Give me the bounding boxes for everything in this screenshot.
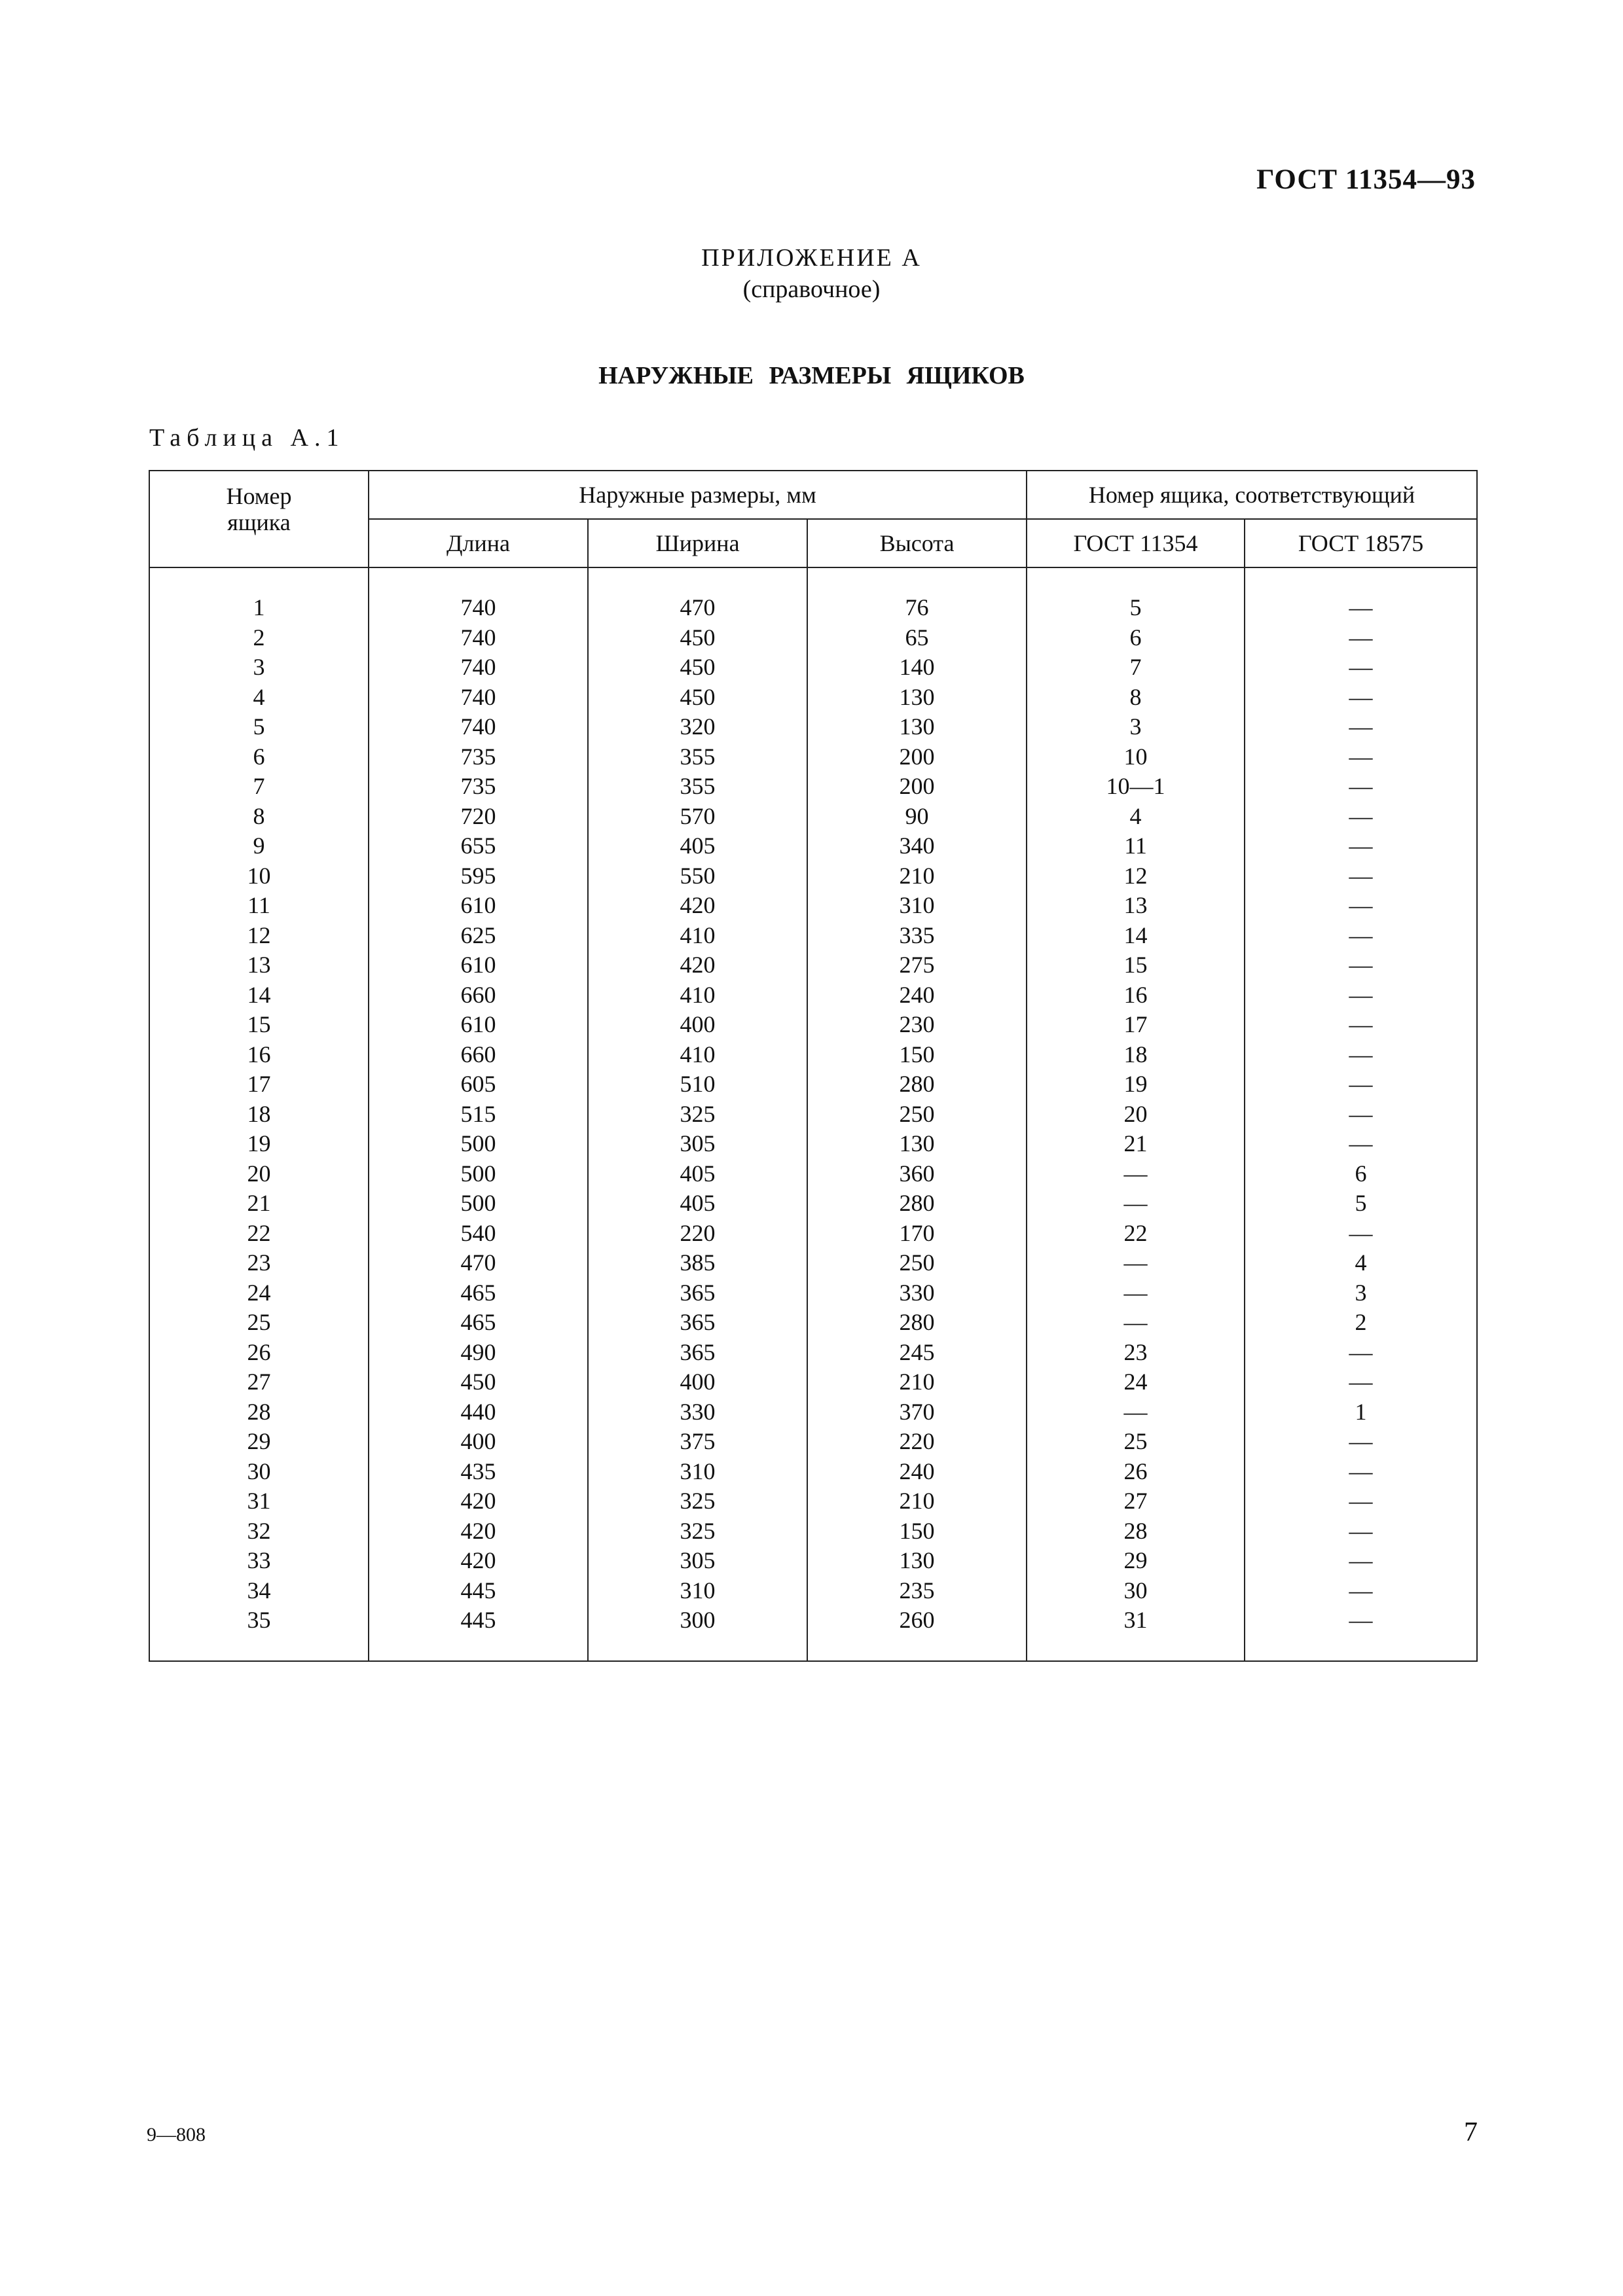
table-cell: 410 <box>680 981 716 1008</box>
table-cell: 410 <box>680 1041 716 1067</box>
table-cell: 10 <box>1123 743 1148 770</box>
table-cell: — <box>1349 1041 1373 1067</box>
table-cell: 76 <box>905 594 929 620</box>
table-cell: — <box>1349 833 1373 859</box>
table-cell: 550 <box>680 862 716 889</box>
table-cell: 735 <box>460 773 496 799</box>
table-cell: 605 <box>460 1071 496 1097</box>
table-cell: — <box>1349 1130 1373 1157</box>
table-cell: 24 <box>247 1279 271 1306</box>
table-cell: 33 <box>247 1547 271 1573</box>
table-cell: — <box>1349 1428 1373 1454</box>
table-cell: 17 <box>247 1071 271 1097</box>
table-cell: 385 <box>680 1249 716 1276</box>
table-cell: — <box>1349 743 1373 770</box>
table-cell: — <box>1349 1338 1373 1365</box>
table-cell: 20 <box>247 1160 271 1187</box>
table-cell: 470 <box>680 594 716 620</box>
header-gost-11354: ГОСТ 11354 <box>1027 519 1245 567</box>
table-cell: 325 <box>680 1100 716 1127</box>
table-cell: 445 <box>460 1577 496 1604</box>
table-cell: 2 <box>1355 1309 1367 1335</box>
table-cell: 150 <box>899 1041 935 1067</box>
table-cell: 400 <box>680 1369 716 1395</box>
table-cell: 14 <box>247 981 271 1008</box>
table-cell: 595 <box>460 862 496 889</box>
table-cell: 6 <box>1355 1160 1367 1187</box>
table-cell: 210 <box>899 1488 935 1514</box>
table-cell: 330 <box>899 1279 935 1306</box>
header-gost-18575: ГОСТ 18575 <box>1245 519 1477 567</box>
table-cell: 200 <box>899 743 935 770</box>
table-cell: 90 <box>905 802 929 829</box>
table-cell: 4 <box>1355 1249 1367 1276</box>
table-cell: — <box>1349 802 1373 829</box>
table-cell: 27 <box>247 1369 271 1395</box>
table-cell: 15 <box>1123 952 1148 978</box>
table-cell: 515 <box>460 1100 496 1127</box>
table-cell: 200 <box>899 773 935 799</box>
table-cell: 19 <box>247 1130 271 1157</box>
appendix-title: ПРИЛОЖЕНИЕ А <box>701 244 922 272</box>
table-cell: 500 <box>460 1160 496 1187</box>
table-cell: 16 <box>247 1041 271 1067</box>
table-cell: 280 <box>899 1309 935 1335</box>
header-width: Ширина <box>588 519 807 567</box>
column-width <box>588 567 807 1661</box>
table-cell: 7 <box>253 773 265 799</box>
column-height <box>807 567 1027 1661</box>
table-cell: 410 <box>680 922 716 948</box>
table-cell: 500 <box>460 1130 496 1157</box>
table-cell: 420 <box>680 952 716 978</box>
table-cell: 610 <box>460 892 496 918</box>
table-cell: 150 <box>899 1517 935 1544</box>
table-cell: 435 <box>460 1458 496 1484</box>
table-cell: 6 <box>1129 624 1142 651</box>
table-cell: 170 <box>899 1219 935 1246</box>
table-cell: 365 <box>680 1279 716 1306</box>
table-cell: 210 <box>899 1369 935 1395</box>
header-height: Высота <box>807 519 1027 567</box>
table-cell: 310 <box>680 1458 716 1484</box>
table-cell: 13 <box>247 952 271 978</box>
table-cell: 3 <box>1129 713 1142 740</box>
table-cell: — <box>1349 952 1373 978</box>
table-cell: 28 <box>1123 1517 1148 1544</box>
table-cell: 330 <box>680 1398 716 1425</box>
header-outer-dimensions: Наружные размеры, мм <box>369 471 1027 519</box>
table-cell: 22 <box>1123 1219 1148 1246</box>
table-cell: 26 <box>247 1338 271 1365</box>
table-cell: 405 <box>680 833 716 859</box>
table-cell: — <box>1349 1517 1373 1544</box>
page-number: 7 <box>1464 2117 1478 2147</box>
table-cell: 610 <box>460 952 496 978</box>
table-cell: 320 <box>680 713 716 740</box>
table-cell: 12 <box>1123 862 1148 889</box>
table-cell: 280 <box>899 1190 935 1216</box>
table-cell: 140 <box>899 654 935 680</box>
table-body <box>149 567 1477 1661</box>
table-cell: 340 <box>899 833 935 859</box>
table-cell: 370 <box>899 1398 935 1425</box>
table-cell: 465 <box>460 1279 496 1306</box>
column-gost-11354 <box>1027 567 1245 1661</box>
table-cell: 400 <box>460 1428 496 1454</box>
table-cell: 34 <box>247 1577 271 1604</box>
print-code: 9—808 <box>147 2124 206 2145</box>
table-cell: 8 <box>1129 683 1142 710</box>
table-caption: Таблица А.1 <box>149 424 345 452</box>
table-cell: 5 <box>253 713 265 740</box>
table-cell: 375 <box>680 1428 716 1454</box>
table-cell: 23 <box>1123 1338 1148 1365</box>
table-cell: 445 <box>460 1607 496 1633</box>
table-cell: — <box>1349 1071 1373 1097</box>
table-cell: 250 <box>899 1100 935 1127</box>
table-cell: 740 <box>460 713 496 740</box>
table-cell: 20 <box>1123 1100 1148 1127</box>
table-cell: 1 <box>253 594 265 620</box>
table-cell: — <box>1123 1309 1148 1335</box>
table-cell: 30 <box>1123 1577 1148 1604</box>
table-cell: 19 <box>1123 1071 1148 1097</box>
table-cell: — <box>1349 922 1373 948</box>
table-cell: — <box>1123 1398 1148 1425</box>
table-cell: 130 <box>899 713 935 740</box>
table-cell: 420 <box>460 1517 496 1544</box>
table-cell: 450 <box>680 624 716 651</box>
table-cell: — <box>1349 654 1373 680</box>
table-cell: 450 <box>680 654 716 680</box>
table-cell: 130 <box>899 1130 935 1157</box>
table-cell: 17 <box>1123 1011 1148 1037</box>
table-cell: — <box>1349 1607 1373 1633</box>
table-cell: 540 <box>460 1219 496 1246</box>
table-cell: 465 <box>460 1309 496 1335</box>
table-cell: 21 <box>1123 1130 1148 1157</box>
table-cell: 655 <box>460 833 496 859</box>
table-cell: 3 <box>1355 1279 1367 1306</box>
table-cell: 14 <box>1123 922 1148 948</box>
table-cell: — <box>1123 1279 1148 1306</box>
table-cell: 35 <box>247 1607 271 1633</box>
table-cell: 420 <box>680 892 716 918</box>
table-cell: — <box>1349 981 1373 1008</box>
table-cell: 5 <box>1129 594 1142 620</box>
table-cell: 405 <box>680 1160 716 1187</box>
table-cell: 610 <box>460 1011 496 1037</box>
table-cell: 18 <box>247 1100 271 1127</box>
table-cell: 365 <box>680 1338 716 1365</box>
table-cell: 660 <box>460 1041 496 1067</box>
table-cell: 275 <box>899 952 935 978</box>
table-cell: 335 <box>899 922 935 948</box>
header-box-number: Номер ящика <box>149 471 369 567</box>
table-cell: 29 <box>1123 1547 1148 1573</box>
table-cell: — <box>1349 683 1373 710</box>
column-box-number <box>149 567 369 1661</box>
table-cell: 570 <box>680 802 716 829</box>
table-cell: 11 <box>247 892 270 918</box>
column-length <box>369 567 588 1661</box>
table-cell: 740 <box>460 624 496 651</box>
table-cell: 470 <box>460 1249 496 1276</box>
table-cell: — <box>1349 892 1373 918</box>
table-cell: 27 <box>1123 1488 1148 1514</box>
table-cell: 400 <box>680 1011 716 1037</box>
table-cell: — <box>1349 1488 1373 1514</box>
table-cell: 660 <box>460 981 496 1008</box>
table-cell: 32 <box>247 1517 271 1544</box>
table-cell: — <box>1123 1190 1148 1216</box>
table-cell: 13 <box>1123 892 1148 918</box>
table-cell: 450 <box>680 683 716 710</box>
table-cell: 24 <box>1123 1369 1148 1395</box>
appendix-subtitle: (справочное) <box>742 276 881 303</box>
table-cell: 15 <box>247 1011 271 1037</box>
table-cell: — <box>1349 862 1373 889</box>
table-cell: 305 <box>680 1547 716 1573</box>
table-cell: 240 <box>899 981 935 1008</box>
table-cell: 325 <box>680 1517 716 1544</box>
table-cell: 280 <box>899 1071 935 1097</box>
table-cell: 31 <box>247 1488 271 1514</box>
table-cell: — <box>1349 1219 1373 1246</box>
table-cell: 5 <box>1355 1190 1367 1216</box>
table-cell: 23 <box>247 1249 271 1276</box>
table-cell: 365 <box>680 1309 716 1335</box>
table-cell: 500 <box>460 1190 496 1216</box>
table-cell: 10 <box>247 862 271 889</box>
table-cell: 325 <box>680 1488 716 1514</box>
table-cell: — <box>1349 1369 1373 1395</box>
table-cell: 8 <box>253 802 265 829</box>
table-cell: 305 <box>680 1130 716 1157</box>
table-cell: — <box>1349 713 1373 740</box>
table-cell: 360 <box>899 1160 935 1187</box>
table-cell: 130 <box>899 683 935 710</box>
table-cell: 240 <box>899 1458 935 1484</box>
table-cell: 440 <box>460 1398 496 1425</box>
table-cell: 245 <box>899 1338 935 1365</box>
table-cell: 310 <box>680 1577 716 1604</box>
table-cell: — <box>1349 1100 1373 1127</box>
header-length: Длина <box>369 519 588 567</box>
table-cell: 18 <box>1123 1041 1148 1067</box>
table-cell: 4 <box>1129 802 1142 829</box>
table-cell: — <box>1349 594 1373 620</box>
table-cell: 235 <box>899 1577 935 1604</box>
table-cell: 740 <box>460 594 496 620</box>
table-cell: 420 <box>460 1547 496 1573</box>
table-cell: 6 <box>253 743 265 770</box>
table-cell: 25 <box>1123 1428 1148 1454</box>
table-cell: 2 <box>253 624 265 651</box>
table-cell: 25 <box>247 1309 271 1335</box>
table-cell: 220 <box>899 1428 935 1454</box>
table-cell: 220 <box>680 1219 716 1246</box>
table-cell: 12 <box>247 922 271 948</box>
header-corresponding-number: Номер ящика, соответствующий <box>1027 471 1477 519</box>
table-cell: — <box>1349 1547 1373 1573</box>
table-cell: 310 <box>899 892 935 918</box>
table-cell: 21 <box>247 1190 271 1216</box>
table-cell: 30 <box>247 1458 271 1484</box>
table-cell: 230 <box>899 1011 935 1037</box>
table-cell: 355 <box>680 743 716 770</box>
table-cell: 65 <box>905 624 929 651</box>
column-gost-18575 <box>1245 567 1477 1661</box>
table-cell: 740 <box>460 654 496 680</box>
table-cell: 1 <box>1355 1398 1367 1425</box>
standard-number: ГОСТ 11354—93 <box>1256 164 1476 195</box>
table-cell: 3 <box>253 654 265 680</box>
table-cell: — <box>1349 1011 1373 1037</box>
table-cell: — <box>1349 624 1373 651</box>
table-cell: 4 <box>253 683 265 710</box>
table-cell: 29 <box>247 1428 271 1454</box>
table-cell: 510 <box>680 1071 716 1097</box>
table-cell: 28 <box>247 1398 271 1425</box>
table-cell: 210 <box>899 862 935 889</box>
table-cell: 490 <box>460 1338 496 1365</box>
table-cell: 9 <box>253 833 265 859</box>
section-title: НАРУЖНЫЕ РАЗМЕРЫ ЯЩИКОВ <box>598 362 1025 389</box>
table-cell: — <box>1123 1160 1148 1187</box>
table-cell: 420 <box>460 1488 496 1514</box>
table-cell: 260 <box>899 1607 935 1633</box>
table-cell: 250 <box>899 1249 935 1276</box>
table-cell: 11 <box>1124 833 1147 859</box>
table-cell: 300 <box>680 1607 716 1633</box>
table-cell: 735 <box>460 743 496 770</box>
table-cell: 625 <box>460 922 496 948</box>
table-cell: — <box>1349 1577 1373 1604</box>
table-cell: 16 <box>1123 981 1148 1008</box>
table-cell: 450 <box>460 1369 496 1395</box>
table-cell: — <box>1349 773 1373 799</box>
table-cell: 355 <box>680 773 716 799</box>
table-cell: 31 <box>1123 1607 1148 1633</box>
table-cell: 26 <box>1123 1458 1148 1484</box>
table-cell: 130 <box>899 1547 935 1573</box>
table-cell: 7 <box>1129 654 1142 680</box>
dimensions-table <box>149 470 1478 1662</box>
table-cell: — <box>1123 1249 1148 1276</box>
table-cell: 405 <box>680 1190 716 1216</box>
table-cell: 720 <box>460 802 496 829</box>
table-cell: 22 <box>247 1219 271 1246</box>
table-cell: — <box>1349 1458 1373 1484</box>
table-cell: 10—1 <box>1106 773 1165 799</box>
table-cell: 740 <box>460 683 496 710</box>
